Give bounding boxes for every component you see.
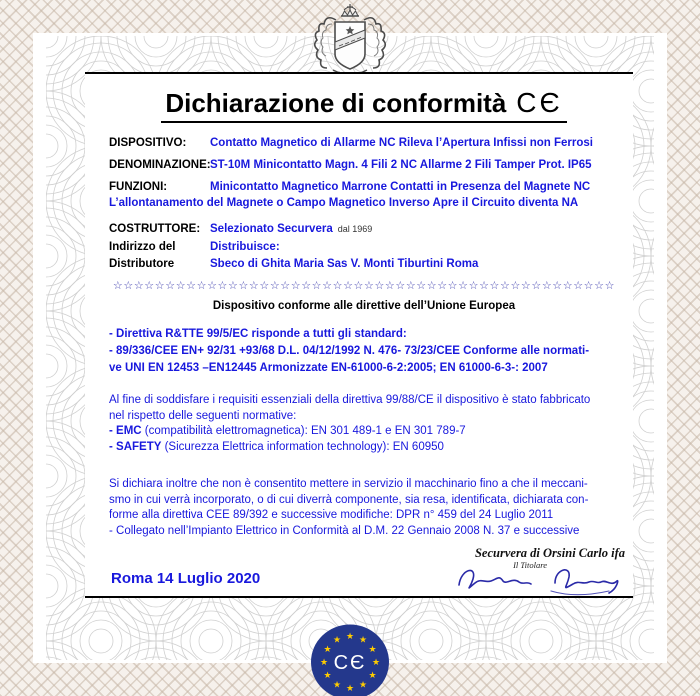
manufacturer-name: Selezionato Securvera (210, 223, 333, 235)
distributor-address: Sbeco di Ghita Maria Sas V. Monti Tiburtini Roma (210, 258, 479, 270)
standards-line: - Direttiva R&TTE 99/5/EC risponde a tutti gli standard: (109, 328, 407, 340)
field-value: Contatto Magnetico di Allarme NC Rileva l’Apertura Infissi non Ferrosi (210, 137, 593, 149)
svg-text:★: ★ (319, 658, 329, 668)
field-value: Minicontatto Magnetico Marrone Contatti in Presenza del Magnete NC (210, 181, 591, 193)
distributes-label: Distribuisce: (210, 240, 280, 253)
field-denominazione (109, 158, 619, 173)
svg-text:★: ★ (332, 680, 342, 691)
standards-line: - 89/336/CEE EN+ 92/31 +93/68 D.L. 04/12/1992 N. 476- 73/23/CEE Conforme alle normati- (109, 345, 590, 357)
field-dispositivo (109, 136, 619, 151)
issue-date: Roma 14 Luglio 2020 (111, 570, 261, 587)
safety-label: - SAFETY (109, 440, 162, 453)
signatory-role: Il Titolare (513, 560, 547, 570)
svg-text:★: ★ (345, 684, 355, 694)
handwritten-signature (451, 557, 623, 597)
standards-block (109, 326, 619, 377)
title-text: Dichiarazione di conformità (165, 88, 507, 118)
emc-label: - EMC (109, 425, 142, 437)
svg-text:★: ★ (371, 658, 381, 668)
fabrication-line: nel rispetto delle seguenti normative: (109, 409, 297, 422)
field-label: Distributore (109, 258, 175, 270)
svg-text:★: ★ (345, 632, 355, 642)
machinery-line: - Collegato nell’Impianto Elettrico in Conformità al D.M. 22 Gennaio 2008 N. 37 e successive (109, 524, 580, 537)
certificate-body (85, 72, 633, 598)
svg-text:★: ★ (323, 671, 332, 681)
field-label: COSTRUTTORE: (109, 223, 201, 235)
field-label: FUNZIONI: (109, 181, 168, 193)
svg-text:★: ★ (368, 671, 377, 681)
field-value: ST-10M Minicontatto Magn. 4 Fili 2 NC Allarme 2 Fili Tamper Prot. IP65 (210, 159, 592, 171)
device-fields (109, 136, 619, 211)
svg-text:★: ★ (358, 635, 368, 646)
machinery-line: Si dichiara inoltre che non è consentito mettere in servizio il macchinario fino a che il meccani- (109, 478, 588, 490)
machinery-line: forme alla direttiva CEE 89/392 e successive modifiche: DPR n° 459 del 24 Luglio 2011 (109, 509, 554, 521)
distributor-row-2 (109, 257, 619, 272)
machinery-line: smo in cui verrà incorporato, o di cui diverrà componente, sia resa, identificata, dichiarata con- (109, 493, 589, 506)
signature-block (405, 546, 625, 594)
funzioni-continuation: L’allontanamento del Magnete o Campo Magnetico Inverso Apre il Circuito diventa NA (109, 197, 579, 209)
standards-line: ve UNI EN 12453 –EN12445 Armonizzate EN-61000-6-2:2005; EN 61000-6-3-: 2007 (109, 362, 548, 374)
fabrication-paragraph (109, 393, 619, 455)
signatory-company: Securvera di Orsini Carlo ifa (474, 546, 625, 560)
machinery-paragraph (109, 477, 619, 539)
coat-of-arms (302, 2, 398, 82)
svg-text:★: ★ (368, 645, 377, 655)
field-label: DISPOSITIVO: (109, 137, 187, 149)
emc-text: (compatibilità elettromagnetica): EN 301 489-1 e EN 301 789-7 (141, 425, 466, 437)
manufacturer-block (109, 222, 619, 272)
safety-line (109, 440, 619, 456)
safety-text: (Sicurezza Elettrica information technology): EN 60950 (161, 440, 444, 453)
svg-text:★: ★ (332, 635, 342, 646)
distributor-row-1 (109, 240, 619, 255)
ce-mark-emblem-label: CЄ (333, 652, 367, 674)
eu-ce-emblem (310, 624, 390, 696)
field-label: DENOMINAZIONE: (109, 159, 211, 171)
ce-mark-icon: CЄ (516, 87, 563, 118)
manufacturer-row (109, 222, 619, 237)
fabrication-line: Al fine di soddisfare i requisiti essenziali della direttiva 99/88/CE il dispositivo è stato fabbricato (109, 394, 591, 406)
field-label: Indirizzo del (109, 240, 176, 253)
conformity-heading: Dispositivo conforme alle direttive dell’Unione Europea (212, 300, 516, 312)
page-title (161, 87, 566, 123)
svg-text:★: ★ (323, 645, 332, 655)
manufacturer-note: dal 1969 (337, 224, 373, 234)
svg-text:★: ★ (358, 680, 368, 691)
star-separator: ☆☆☆☆☆☆☆☆☆☆☆☆☆☆☆☆☆☆☆☆☆☆☆☆☆☆☆☆☆☆☆☆☆☆☆☆☆☆☆☆☆☆☆☆☆☆☆☆ (112, 280, 616, 292)
emc-line (109, 424, 619, 440)
field-funzioni (109, 180, 619, 195)
